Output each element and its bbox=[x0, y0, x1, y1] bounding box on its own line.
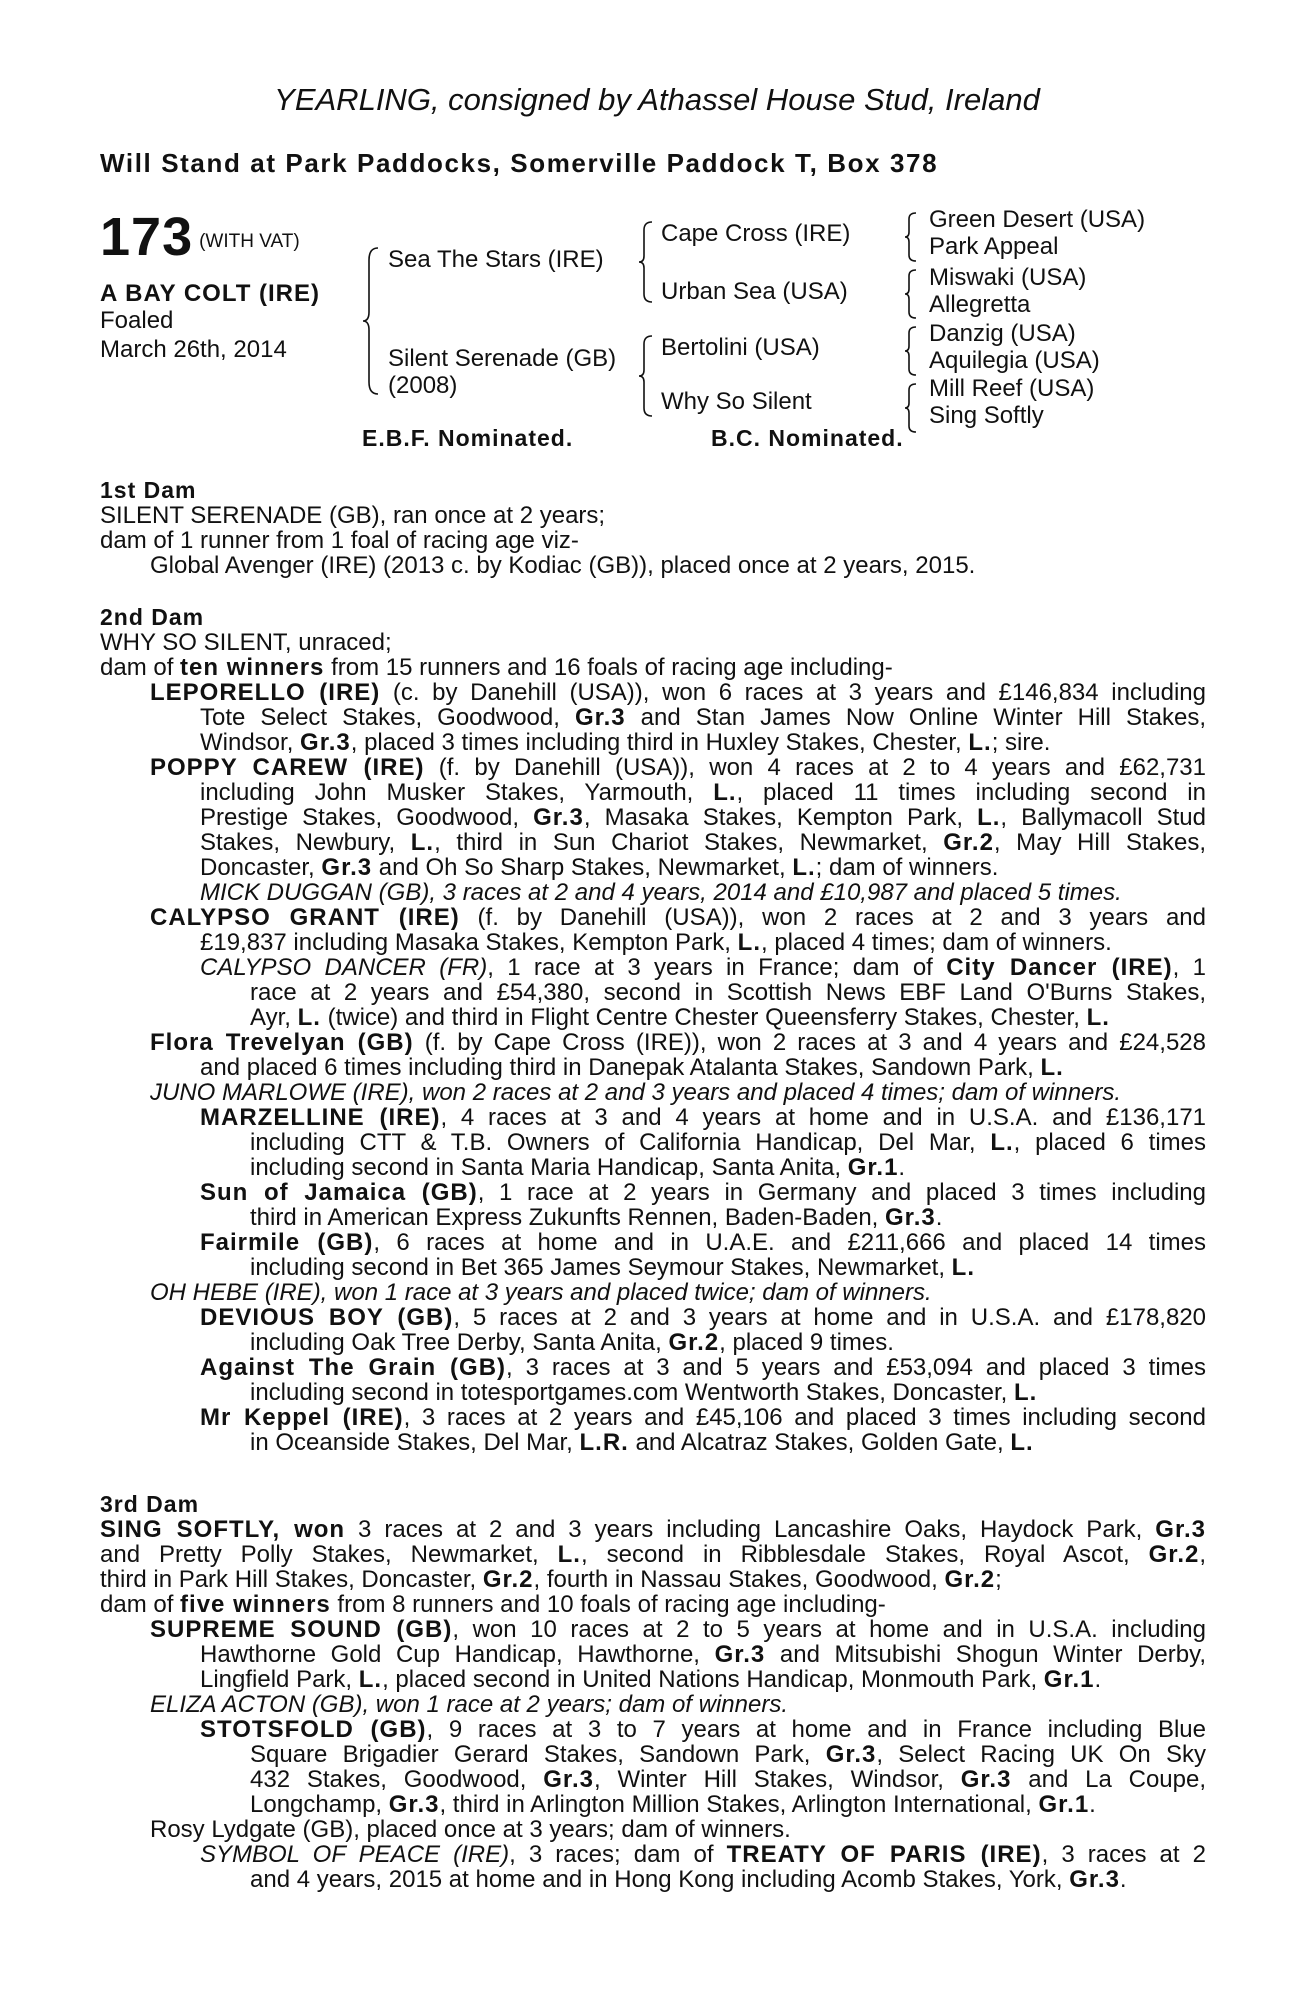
produce-record-line: DEVIOUS BOY (GB), 5 races at 2 and 3 years at home and in U.S.A. and £178,820 bbox=[200, 1304, 1207, 1331]
third-dam-record-line: and Pretty Polly Stakes, Newmarket, L., second in Ribblesdale Stakes, Royal Ascot, Gr.2, bbox=[100, 1541, 1207, 1568]
first-dam-line: Global Avenger (IRE) (2013 c. by Kodiac (GB)), placed once at 2 years, 2015. bbox=[150, 552, 976, 579]
third-dam-heading: 3rd Dam bbox=[100, 1491, 200, 1517]
pedigree-dam-sire: Bertolini (USA) bbox=[661, 334, 820, 361]
pedigree-brace-gg3 bbox=[904, 325, 918, 377]
second-dam-heading: 2nd Dam bbox=[100, 604, 205, 630]
pedigree-sire-sire: Cape Cross (IRE) bbox=[661, 220, 851, 247]
produce-record-line: including second in Bet 365 James Seymour Stakes, Newmarket, L. bbox=[250, 1254, 975, 1281]
produce-record-line: CALYPSO GRANT (IRE) (f. by Danehill (USA)), won 2 races at 2 and 3 years and bbox=[150, 904, 1207, 931]
produce-record-line: Prestige Stakes, Goodwood, Gr.3, Masaka Stakes, Kempton Park, L., Ballymacoll Stud bbox=[200, 804, 1206, 831]
produce-record-line: £19,837 including Masaka Stakes, Kempton Park, L., placed 4 times; dam of winners. bbox=[200, 929, 1112, 956]
produce-record-line: MARZELLINE (IRE), 4 races at 3 and 4 years at home and in U.S.A. and £136,171 bbox=[200, 1104, 1207, 1131]
produce-record-line: Mr Keppel (IRE), 3 races at 2 years and £45,106 and placed 3 times including second bbox=[200, 1404, 1206, 1431]
produce-record-line: MICK DUGGAN (GB), 3 races at 2 and 4 years, 2014 and £10,987 and placed 5 times. bbox=[200, 879, 1122, 906]
vat-note: (WITH VAT) bbox=[199, 231, 300, 252]
stand-location: Will Stand at Park Paddocks, Somerville Paddock T, Box 378 bbox=[100, 148, 939, 178]
foaled-info bbox=[100, 306, 287, 364]
pedigree-gg-1: Green Desert (USA) bbox=[929, 206, 1146, 233]
pedigree-sire: Sea The Stars (IRE) bbox=[388, 246, 604, 273]
pedigree-brace-gg1 bbox=[904, 211, 918, 263]
produce-record-line: Lingfield Park, L., placed second in United Nations Handicap, Monmouth Park, Gr.1. bbox=[200, 1666, 1102, 1693]
produce-record-line: and 4 years, 2015 at home and in Hong Kong including Acomb Stakes, York, Gr.3. bbox=[250, 1866, 1127, 1893]
lot-number: 173 bbox=[100, 207, 194, 267]
produce-record-line: Ayr, L. (twice) and third in Flight Centre Chester Queensferry Stakes, Chester, L. bbox=[250, 1004, 1110, 1031]
produce-record-line: Sun of Jamaica (GB), 1 race at 2 years in Germany and placed 3 times including bbox=[200, 1179, 1206, 1206]
produce-record-line: including CTT & T.B. Owners of California Handicap, Del Mar, L., placed 6 times bbox=[250, 1129, 1206, 1156]
foaled-date: March 26th, 2014 bbox=[100, 336, 287, 363]
produce-record-line: including second in Santa Maria Handicap, Santa Anita, Gr.1. bbox=[250, 1154, 906, 1181]
pedigree-gg-5: Danzig (USA) bbox=[929, 320, 1076, 347]
produce-record-line: in Oceanside Stakes, Del Mar, L.R. and Alcatraz Stakes, Golden Gate, L. bbox=[250, 1429, 1034, 1456]
pedigree-gg-7: Mill Reef (USA) bbox=[929, 375, 1095, 402]
produce-record-line: SYMBOL OF PEACE (IRE), 3 races; dam of TREATY OF PARIS (IRE), 3 races at 2 bbox=[200, 1841, 1206, 1868]
lot-description: A BAY COLT (IRE) bbox=[100, 280, 321, 307]
third-dam-record-line: third in Park Hill Stakes, Doncaster, Gr.2, fourth in Nassau Stakes, Goodwood, Gr.2; bbox=[100, 1566, 1002, 1593]
pedigree-brace-gg2 bbox=[904, 268, 918, 320]
produce-record-line: Tote Select Stakes, Goodwood, Gr.3 and Stan James Now Online Winter Hill Stakes, bbox=[200, 704, 1206, 731]
produce-record-line: Longchamp, Gr.3, third in Arlington Million Stakes, Arlington International, Gr.1. bbox=[250, 1791, 1096, 1818]
produce-record-line: STOTSFOLD (GB), 9 races at 3 to 7 years at home and in France including Blue bbox=[200, 1716, 1206, 1743]
produce-record-line: Windsor, Gr.3, placed 3 times including third in Huxley Stakes, Chester, L.; sire. bbox=[200, 729, 1051, 756]
produce-record-line: Rosy Lydgate (GB), placed once at 3 years; dam of winners. bbox=[150, 1816, 791, 1843]
pedigree-gg-2: Park Appeal bbox=[929, 233, 1059, 260]
pedigree-brace-dam bbox=[638, 334, 654, 418]
second-dam-section bbox=[100, 605, 1206, 1455]
second-dam-name-line: WHY SO SILENT, unraced; bbox=[100, 629, 392, 656]
bc-nominated: B.C. Nominated. bbox=[711, 425, 904, 451]
produce-record-line: Hawthorne Gold Cup Handicap, Hawthorne, Gr.3 and Mitsubishi Shogun Winter Derby, bbox=[200, 1641, 1206, 1668]
pedigree-sire-dam: Urban Sea (USA) bbox=[661, 278, 848, 305]
produce-record-line: third in American Express Zukunfts Rennen, Baden-Baden, Gr.3. bbox=[250, 1204, 943, 1231]
produce-record-line: SUPREME SOUND (GB), won 10 races at 2 to 5 years at home and in U.S.A. including bbox=[150, 1616, 1207, 1643]
pedigree-gg-6: Aquilegia (USA) bbox=[929, 347, 1100, 374]
pedigree-dam-year: (2008) bbox=[388, 372, 458, 399]
ebf-nominated: E.B.F. Nominated. bbox=[362, 425, 574, 451]
produce-record-line: 432 Stakes, Goodwood, Gr.3, Winter Hill Stakes, Windsor, Gr.3 and La Coupe, bbox=[250, 1766, 1207, 1793]
produce-record-line: and placed 6 times including third in Danepak Atalanta Stakes, Sandown Park, L. bbox=[200, 1054, 1064, 1081]
produce-record-line: JUNO MARLOWE (IRE), won 2 races at 2 and 3 years and placed 4 times; dam of winners. bbox=[150, 1079, 1122, 1106]
produce-record-line: Stakes, Newbury, L., third in Sun Chariot Stakes, Newmarket, Gr.2, May Hill Stakes, bbox=[200, 829, 1206, 856]
produce-record-line: Against The Grain (GB), 3 races at 3 and 5 years and £53,094 and placed 3 times bbox=[200, 1354, 1206, 1381]
pedigree-gg-8: Sing Softly bbox=[929, 402, 1044, 429]
third-dam-section bbox=[100, 1492, 1206, 1892]
third-dam-produce-line: dam of five winners from 8 runners and 10 foals of racing age including- bbox=[100, 1591, 886, 1618]
second-dam-produce-line: dam of ten winners from 15 runners and 16 foals of racing age including- bbox=[100, 654, 893, 681]
consignment-line: YEARLING, consigned by Athassel House Stud, Ireland bbox=[274, 82, 1040, 117]
pedigree-gg-3: Miswaki (USA) bbox=[929, 264, 1087, 291]
first-dam-line: SILENT SERENADE (GB), ran once at 2 years; bbox=[100, 502, 606, 529]
produce-record-line: Fairmile (GB), 6 races at home and in U.A.E. and £211,666 and placed 14 times bbox=[200, 1229, 1206, 1256]
foaled-label: Foaled bbox=[100, 307, 174, 334]
produce-record-line: LEPORELLO (IRE) (c. by Danehill (USA)), won 6 races at 3 years and £146,834 including bbox=[150, 679, 1206, 706]
produce-record-line: Doncaster, Gr.3 and Oh So Sharp Stakes, Newmarket, L.; dam of winners. bbox=[200, 854, 999, 881]
pedigree-brace-sire bbox=[638, 220, 654, 304]
produce-record-line: race at 2 years and £54,380, second in Scottish News EBF Land O'Burns Stakes, bbox=[250, 979, 1206, 1006]
pedigree-dam-dam: Why So Silent bbox=[661, 388, 812, 415]
produce-record-line: OH HEBE (IRE), won 1 race at 3 years and placed twice; dam of winners. bbox=[150, 1279, 932, 1306]
third-dam-record-line: SING SOFTLY, won 3 races at 2 and 3 years including Lancashire Oaks, Haydock Park, Gr.3 bbox=[100, 1516, 1206, 1543]
pedigree-brace-main bbox=[362, 246, 380, 396]
produce-record-line: Flora Trevelyan (GB) (f. by Cape Cross (IRE)), won 2 races at 3 and 4 years and £24,528 bbox=[150, 1029, 1206, 1056]
produce-record-line: CALYPSO DANCER (FR), 1 race at 3 years in France; dam of City Dancer (IRE), 1 bbox=[200, 954, 1207, 981]
first-dam-section bbox=[100, 478, 1206, 578]
produce-record-line: ELIZA ACTON (GB), won 1 race at 2 years; dam of winners. bbox=[150, 1691, 789, 1718]
lot-number-block bbox=[100, 206, 300, 268]
produce-record-line: including Oak Tree Derby, Santa Anita, Gr.2, placed 9 times. bbox=[250, 1329, 894, 1356]
pedigree-brace-gg4 bbox=[904, 382, 918, 434]
pedigree-gg-4: Allegretta bbox=[929, 291, 1031, 318]
first-dam-line: dam of 1 runner from 1 foal of racing age viz- bbox=[100, 527, 579, 554]
pedigree-dam: Silent Serenade (GB) bbox=[388, 345, 617, 372]
produce-record-line: POPPY CAREW (IRE) (f. by Danehill (USA)), won 4 races at 2 to 4 years and £62,731 bbox=[150, 754, 1206, 781]
produce-record-line: including second in totesportgames.com Wentworth Stakes, Doncaster, L. bbox=[250, 1379, 1038, 1406]
produce-record-line: including John Musker Stakes, Yarmouth, L., placed 11 times including second in bbox=[200, 779, 1206, 806]
first-dam-heading: 1st Dam bbox=[100, 477, 197, 503]
produce-record-line: Square Brigadier Gerard Stakes, Sandown Park, Gr.3, Select Racing UK On Sky bbox=[250, 1741, 1207, 1768]
